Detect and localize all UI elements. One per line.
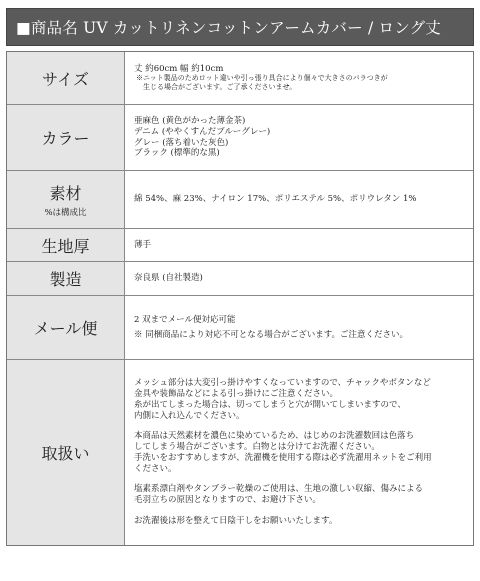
spec-table [6, 51, 474, 546]
size-dimensions: 丈 約60cm 幅 約10cm [134, 63, 224, 74]
spec-row-manufacture [7, 262, 473, 296]
spec-label-thickness: 生地厚 [7, 229, 125, 261]
spec-value-color [125, 105, 473, 170]
spec-value-thickness: 薄手 [134, 239, 152, 250]
color-option: デニム (ややくすんだブルーグレー) [134, 126, 271, 137]
spec-label-care: 取扱い [7, 360, 125, 545]
spec-row-care [7, 360, 473, 545]
material-sublabel: %は構成比 [44, 208, 87, 218]
spec-row-size [7, 52, 473, 105]
spec-value-material [125, 171, 473, 228]
spec-label-size: サイズ [7, 52, 125, 104]
size-note-line: ※ニット製品のためロット違いや引っ張り具合により個々で大きさのバラつきが [136, 74, 388, 83]
spec-value-size [125, 52, 473, 104]
color-option: グレー (落ち着いた灰色) [134, 137, 229, 148]
spec-row-color [7, 105, 473, 171]
mail-line: 2 双までメール便対応可能 [134, 314, 236, 325]
spec-label-manufacture: 製造 [7, 262, 125, 295]
care-paragraph: 塩素系漂白剤やタンブラー乾燥のご使用は、生地の激しい収縮、傷みによる 毛羽立ちの原因となりますので、お避け下さい。 [134, 484, 424, 506]
product-title-bar [6, 8, 474, 46]
spec-row-material [7, 171, 473, 229]
care-paragraph: 本商品は天然素材を濃色に染めているため、はじめのお洗濯数回は色落ち してしまう場合がございます。白物とは分けてお洗濯ください。 手洗いをおすすめしますが、洗濯機を使用する際は必ず洗濯用ネットをご利用 ください。 [134, 431, 432, 474]
mail-line: ※ 同梱商品により対応不可となる場合がございます。ご注意ください。 [134, 329, 409, 340]
color-option: ブラック (標準的な黒) [134, 148, 220, 159]
care-paragraph: メッシュ部分は大変引っ掛けやすくなっていますので、チャックやボタンなど 金具や装飾品などによる引っ掛けにご注意ください。 糸が出てしまった場合は、切ってしまうと穴が開いてしまいますので、 内側に入れ込んでください。 [134, 378, 431, 421]
care-paragraph: お洗濯後は形を整えて日陰干しをお願いいたします。 [134, 516, 338, 527]
spec-label-mail: メール便 [7, 296, 125, 359]
spec-label-color: カラー [7, 105, 125, 170]
spec-row-mail [7, 296, 473, 360]
spec-value-manufacture: 奈良県 (自社製造) [134, 273, 203, 284]
product-title: ■商品名 UV カットリネンコットンアームカバー / ロング丈 [16, 19, 441, 37]
color-option: 亜麻色 (黄色がかった薄金茶) [134, 115, 246, 126]
spec-label-material: 素材 %は構成比 [7, 171, 125, 228]
spec-row-thickness [7, 229, 473, 262]
spec-value-care [125, 360, 473, 545]
spec-value-mail [125, 296, 473, 359]
size-note-line: 生じる場合がございます。ご了承くださいませ。 [143, 83, 297, 92]
material-composition: 綿 54%、麻 23%、ナイロン 17%、ポリエステル 5%、ポリウレタン 1% [134, 194, 417, 205]
